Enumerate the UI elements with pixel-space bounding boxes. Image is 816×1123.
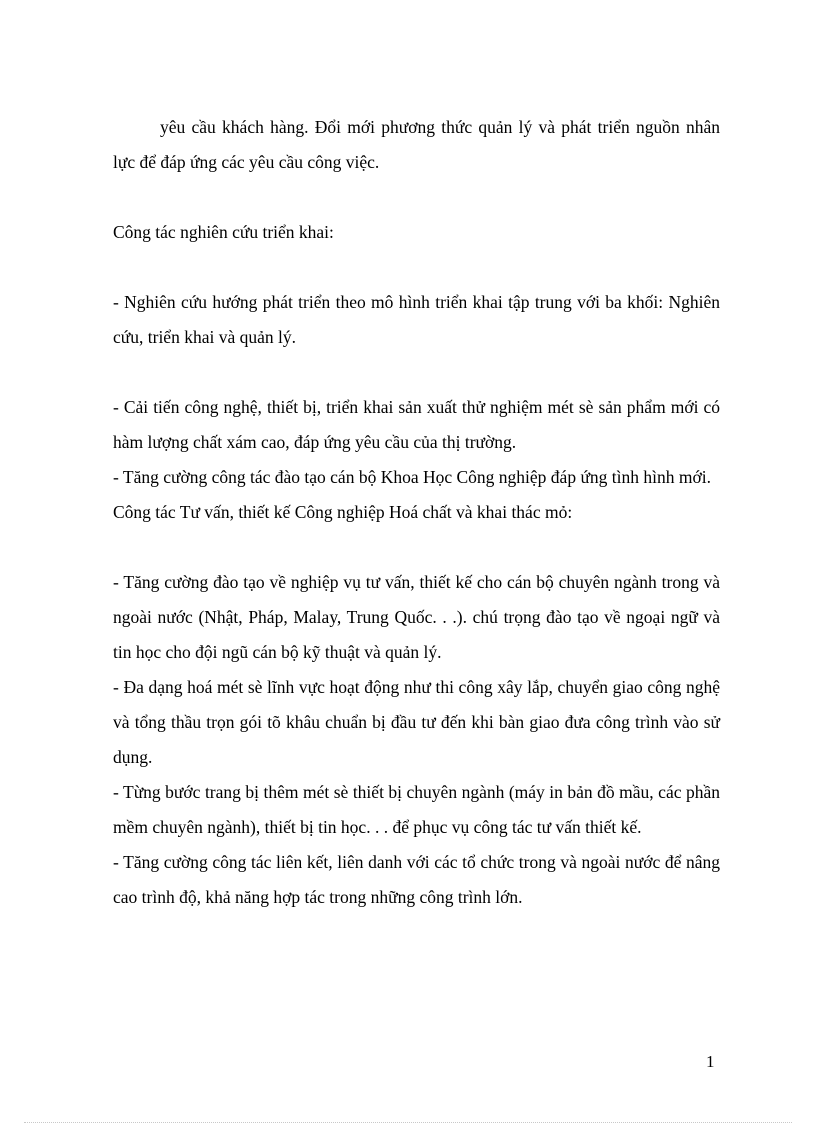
heading-consulting: Công tác Tư vấn, thiết kế Công nghiệp Hoá chất và khai thác mỏ: xyxy=(113,502,573,522)
consulting-item-4: - Tăng cường công tác liên kết, liên danh với các tổ chức trong và ngoài nước để nâng cao trình độ, khả năng hợp tác trong những công trình lớn. xyxy=(113,852,720,907)
consulting-item-2: - Đa dạng hoá mét sè lĩnh vực hoạt động như thi công xây lắp, chuyển giao công nghệ và tổng thầu trọn gói tõ khâu chuẩn bị đầu tư đến khi bàn giao đưa công trình vào sử dụng. xyxy=(113,677,720,767)
document-body xyxy=(113,110,720,915)
research-item-2: - Cải tiến công nghệ, thiết bị, triển khai sản xuất thử nghiệm mét sè sản phẩm mới có hàm lượng chất xám cao, đáp ứng yêu cầu của thị trường. xyxy=(113,397,720,452)
heading-research: Công tác nghiên cứu triển khai: xyxy=(113,222,334,242)
consulting-item-3: - Từng bước trang bị thêm mét sè thiết bị chuyên ngành (máy in bản đồ mầu, các phần mềm chuyên ngành), thiết bị tin học. . . để phục vụ công tác tư vấn thiết kế. xyxy=(113,782,720,837)
paragraph-intro: yêu cầu khách hàng. Đổi mới phương thức quản lý và phát triển nguồn nhân lực để đáp ứng các yêu cầu công việc. xyxy=(113,117,720,172)
research-item-1: - Nghiên cứu hướng phát triển theo mô hình triển khai tập trung với ba khối: Nghiên cứu, triển khai và quản lý. xyxy=(113,292,720,347)
research-item-3: - Tăng cường công tác đào tạo cán bộ Khoa Học Công nghiệp đáp ứng tình hình mới. xyxy=(113,467,711,487)
page-number: 1 xyxy=(706,1052,715,1071)
consulting-item-1: - Tăng cường đào tạo về nghiệp vụ tư vấn, thiết kế cho cán bộ chuyên ngành trong và ngoài nước (Nhật, Pháp, Malay, Trung Quốc. . .). chú trọng đào tạo về ngoại ngữ và tin học cho đội ngũ cán bộ kỹ thuật và quản lý. xyxy=(113,572,720,662)
